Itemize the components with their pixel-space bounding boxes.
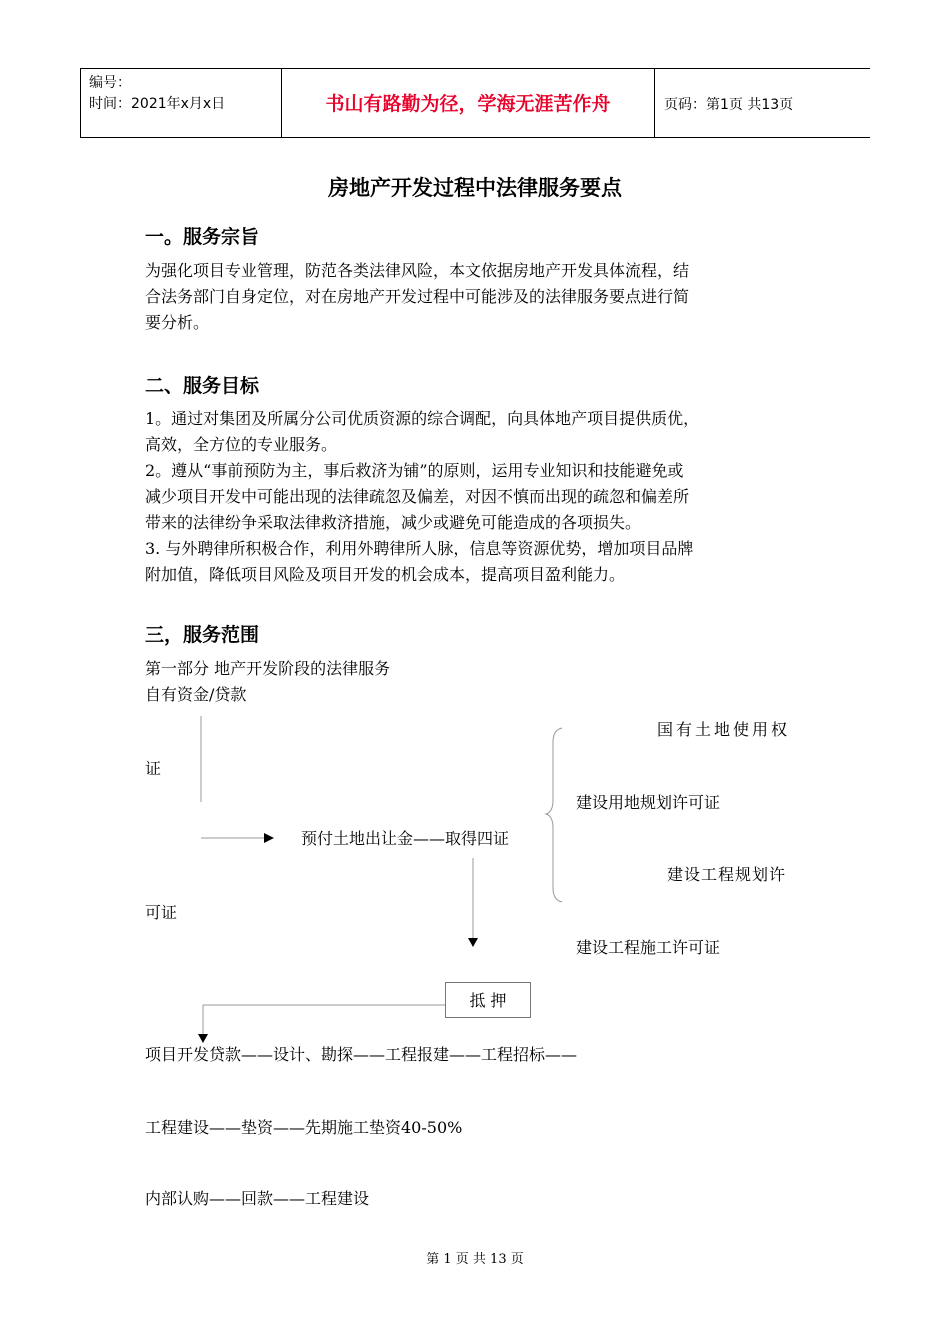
section1-heading: 一。服务宗旨	[145, 226, 260, 248]
flow-line-3: 内部认购——回款——工程建设	[145, 1189, 370, 1208]
header-motto: 书山有路勤为径，学海无涯苦作舟	[325, 93, 611, 115]
section1-line: 要分析。	[145, 313, 210, 332]
to-mortgage-arrowhead	[468, 938, 478, 947]
cert-construction-planning: 建设工程规划许	[667, 865, 787, 884]
page-footer: 第 1 页 共 13 页	[426, 1252, 524, 1267]
header-number-label: 编号：	[89, 75, 131, 91]
section2-line: 带来的法律纷争采取法律救济措施，减少或避免可能造成的各项损失。	[145, 513, 642, 532]
section1-line: 合法务部门自身定位，对在房地产开发过程中可能涉及的法律服务要点进行简	[145, 287, 690, 306]
section2-line: 3. 与外聘律所积极合作，利用外聘律所人脉，信息等资源优势，增加项目品牌	[145, 539, 694, 558]
header-time-label: 时间：2021年x月x日	[89, 96, 226, 112]
section2-line: 减少项目开发中可能出现的法律疏忽及偏差，对因不慎而出现的疏忽和偏差所	[145, 487, 690, 506]
mortgage-box: 抵 押	[445, 982, 531, 1018]
flow-line-2: 工程建设——垫资——先期施工垫资40-50%	[145, 1118, 463, 1137]
to-prepay-arrowhead	[264, 833, 274, 843]
section2-heading: 二、服务目标	[145, 375, 260, 397]
cert-land-planning: 建设用地规划许可证	[576, 793, 721, 812]
section3-part1: 第一部分 地产开发阶段的法律服务	[145, 659, 391, 678]
cert-suffix-1: 证	[145, 759, 162, 778]
section3-funding: 自有资金/贷款	[145, 685, 247, 704]
cert-suffix-2: 可证	[145, 903, 178, 922]
document-title: 房地产开发过程中法律服务要点	[328, 176, 622, 200]
cert-land-use: 国有土地使用权	[657, 720, 791, 739]
section2-line: 1。通过对集团及所属分公司优质资源的综合调配，向具体地产项目提供质优，	[145, 409, 700, 428]
header-page-info: 页码：第1页 共13页	[664, 97, 794, 113]
prepay-step: 预付土地出让金——取得四证	[301, 829, 510, 848]
section3-heading: 三，服务范围	[145, 624, 260, 646]
flow-line-1: 项目开发贷款——设计、勘探——工程报建——工程招标——	[145, 1045, 578, 1064]
section2-line: 附加值，降低项目风险及项目开发的机会成本，提高项目盈利能力。	[145, 565, 626, 584]
section1-line: 为强化项目专业管理，防范各类法律风险，本文依据房地产开发具体流程，结	[145, 261, 690, 280]
cert-construction-permit: 建设工程施工许可证	[576, 938, 721, 957]
section2-line: 高效，全方位的专业服务。	[145, 435, 338, 454]
section2-line: 2。遵从“事前预防为主，事后救济为铺”的原则，运用专业知识和技能避免或	[145, 461, 684, 480]
certificates-brace	[546, 728, 562, 902]
